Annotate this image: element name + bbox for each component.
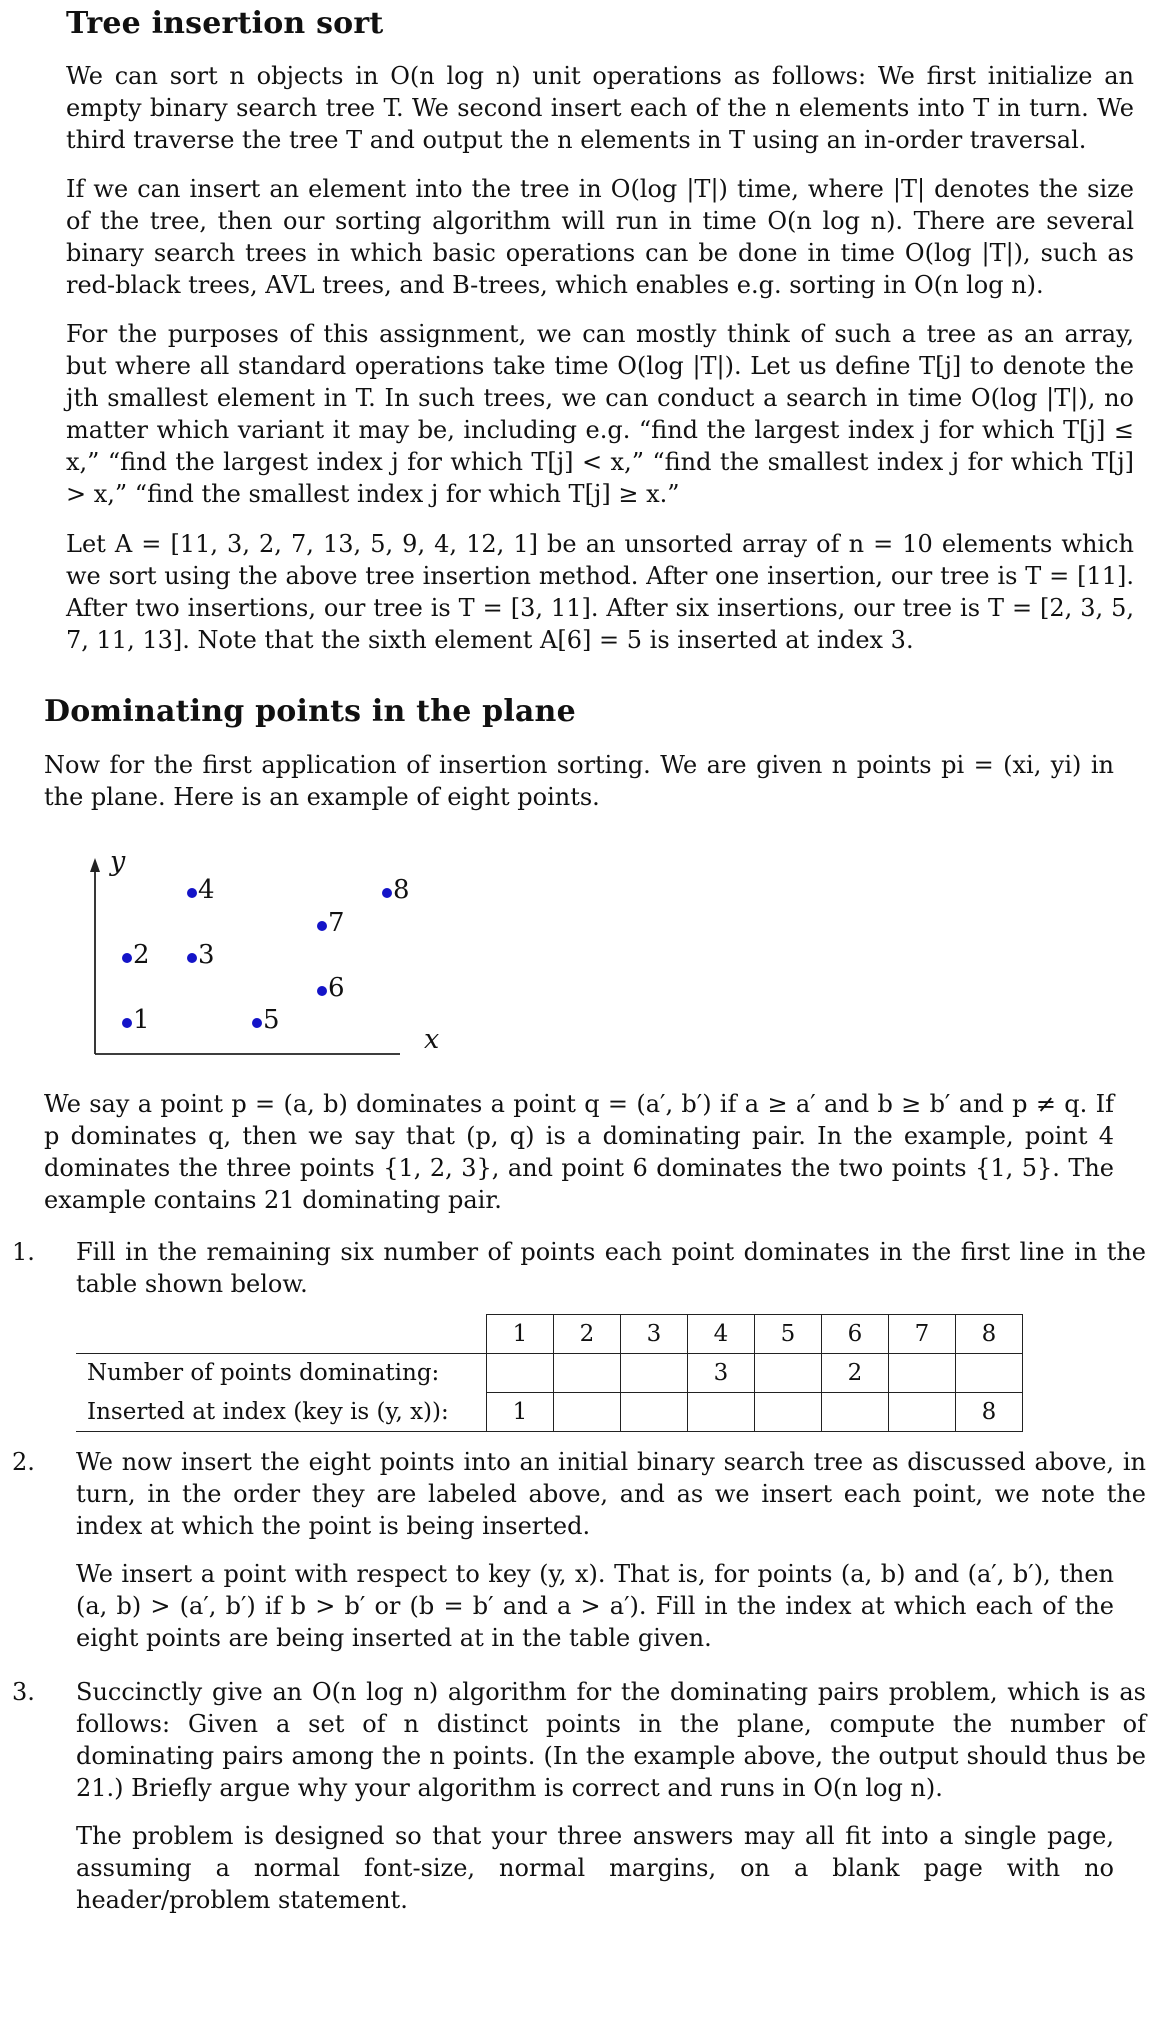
question-2-text: We now insert the eight points into an initial binary search tree as discussed above, in turn, in the order they are labeled above, and as we insert each point, we note the index at which the point is being inserted.: [76, 1448, 1146, 1540]
dominating-table: [76, 1314, 1023, 1432]
point-label-5: 5: [263, 1005, 280, 1035]
question-1-text: Fill in the remaining six number of points each point dominates in the first line in the table shown below.: [76, 1238, 1146, 1298]
point-dot-1: [122, 1018, 132, 1028]
table-header-1: 1: [487, 1315, 554, 1354]
question-2-number: 2.: [12, 1448, 35, 1476]
paragraph-definition: We say a point p = (a, b) dominates a point q = (a′, b′) if a ≥ a′ and b ≥ b′ and p ≠ q. If p dominates q, then we say that (p, q) is a dominating pair. In the example, point 4 dominates the three points {1, 2, 3}, and point 6 dominates the two points {1, 5}. The example contains 21 dominating pair.: [44, 1090, 1114, 1214]
cell-inserted-2[interactable]: [554, 1393, 621, 1432]
cell-dominating-6[interactable]: 2: [822, 1354, 889, 1393]
table-header-8: 8: [956, 1315, 1023, 1354]
cell-inserted-6[interactable]: [822, 1393, 889, 1432]
cell-inserted-3[interactable]: [621, 1393, 688, 1432]
table-header-6: 6: [822, 1315, 889, 1354]
cell-inserted-5[interactable]: [755, 1393, 822, 1432]
section-title-tree-insertion-sort: Tree insertion sort: [66, 6, 384, 41]
table-row-inserted: [76, 1393, 1023, 1432]
question-3: [12, 1676, 1146, 1804]
y-axis-label: y: [110, 846, 126, 877]
table-header-5: 5: [755, 1315, 822, 1354]
question-3-continued: The problem is designed so that your three answers may all fit into a single page, assuming a normal font-size, normal margins, on a blank page with no header/problem statement.: [76, 1822, 1114, 1914]
cell-dominating-2[interactable]: [554, 1354, 621, 1393]
table-header-row: [76, 1315, 1023, 1354]
y-axis-arrow: [90, 858, 100, 872]
paragraph-intro: Now for the first application of insertion sorting. We are given n points pi = (xi, yi) in the plane. Here is an example of eight points.: [44, 751, 1114, 811]
table-corner: [76, 1315, 487, 1354]
paragraph-1: We can sort n objects in O(n log n) unit operations as follows: We first initialize an empty binary search tree T. We second insert each of the n elements into T in turn. We third traverse the tree T and output the n elements in T using an in-order traversal.: [66, 62, 1134, 154]
cell-dominating-3[interactable]: [621, 1354, 688, 1393]
question-1-number: 1.: [12, 1238, 35, 1266]
table-header-3: 3: [621, 1315, 688, 1354]
table-header-2: 2: [554, 1315, 621, 1354]
point-dot-4: [187, 888, 197, 898]
question-3-number: 3.: [12, 1678, 35, 1706]
cell-dominating-1[interactable]: [487, 1354, 554, 1393]
cell-inserted-8[interactable]: 8: [956, 1393, 1023, 1432]
point-label-3: 3: [198, 940, 215, 970]
point-dot-7: [317, 921, 327, 931]
point-dot-2: [122, 953, 132, 963]
cell-dominating-8[interactable]: [956, 1354, 1023, 1393]
question-1: [12, 1236, 1146, 1300]
cell-dominating-4[interactable]: 3: [688, 1354, 755, 1393]
cell-dominating-5[interactable]: [755, 1354, 822, 1393]
x-axis-label: x: [424, 1024, 440, 1055]
paragraph-4: Let A = [11, 3, 2, 7, 13, 5, 9, 4, 12, 1] be an unsorted array of n = 10 elements which we sort using the above tree insertion method. After one insertion, our tree is T = [11]. After two insertions, our tree is T = [3, 11]. After six insertions, our tree is T = [2, 3, 5, 7, 11, 13]. Note that the sixth element A[6] = 5 is inserted at index 3.: [66, 530, 1134, 654]
point-dot-8: [382, 888, 392, 898]
point-label-6: 6: [328, 972, 345, 1003]
point-dot-3: [187, 953, 197, 963]
paragraph-3: For the purposes of this assignment, we can mostly think of such a tree as an array, but where all standard operations take time O(log |T|). Let us define T[j] to denote the jth smallest element in T. In such trees, we can conduct a search in time O(log |T|), no matter which variant it may be, including e.g. “find the largest index j for which T[j] ≤ x,” “find the largest index j for which T[j] < x,” “find the smallest index j for which T[j] > x,” “find the smallest index j for which T[j] ≥ x.”: [66, 320, 1134, 508]
paragraph-2: If we can insert an element into the tree in O(log |T|) time, where |T| denotes the size of the tree, then our sorting algorithm will run in time O(n log n). There are several binary search trees in which basic operations can be done in time O(log |T|), such as red-black trees, AVL trees, and B-trees, which enables e.g. sorting in O(n log n).: [66, 175, 1134, 299]
row-label-dominating: Number of points dominating:: [87, 1360, 440, 1387]
point-dot-6: [317, 986, 327, 996]
table-header-4: 4: [688, 1315, 755, 1354]
question-2-continued: We insert a point with respect to key (y, x). That is, for points (a, b) and (a′, b′), then (a, b) > (a′, b′) if b > b′ or (b = b′ and a > a′). Fill in the index at which each of the eight points are being inserted at in the table given.: [76, 1560, 1114, 1652]
cell-inserted-1[interactable]: 1: [487, 1393, 554, 1432]
point-label-1: 1: [133, 1005, 150, 1035]
row-label-inserted: Inserted at index (key is (y, x)):: [76, 1393, 487, 1432]
question-3-text: Succinctly give an O(n log n) algorithm for the dominating pairs problem, which is as follows: Given a set of n distinct points in the plane, compute the number of dominating pairs among the n points. (In the example above, the output should thus be 21.) Briefly argue why your algorithm is correct and runs in O(n log n).: [76, 1678, 1146, 1802]
table-header-7: 7: [889, 1315, 956, 1354]
table-row-dominating: [76, 1354, 1023, 1393]
point-label-4: 4: [198, 875, 215, 905]
point-label-2: 2: [133, 940, 150, 970]
cell-dominating-7[interactable]: [889, 1354, 956, 1393]
cell-inserted-7[interactable]: [889, 1393, 956, 1432]
point-label-7: 7: [328, 907, 345, 938]
section-title-dominating-points: Dominating points in the plane: [44, 694, 576, 729]
question-2: [12, 1446, 1146, 1542]
point-label-8: 8: [393, 875, 410, 905]
cell-inserted-4[interactable]: [688, 1393, 755, 1432]
point-dot-5: [252, 1018, 262, 1028]
